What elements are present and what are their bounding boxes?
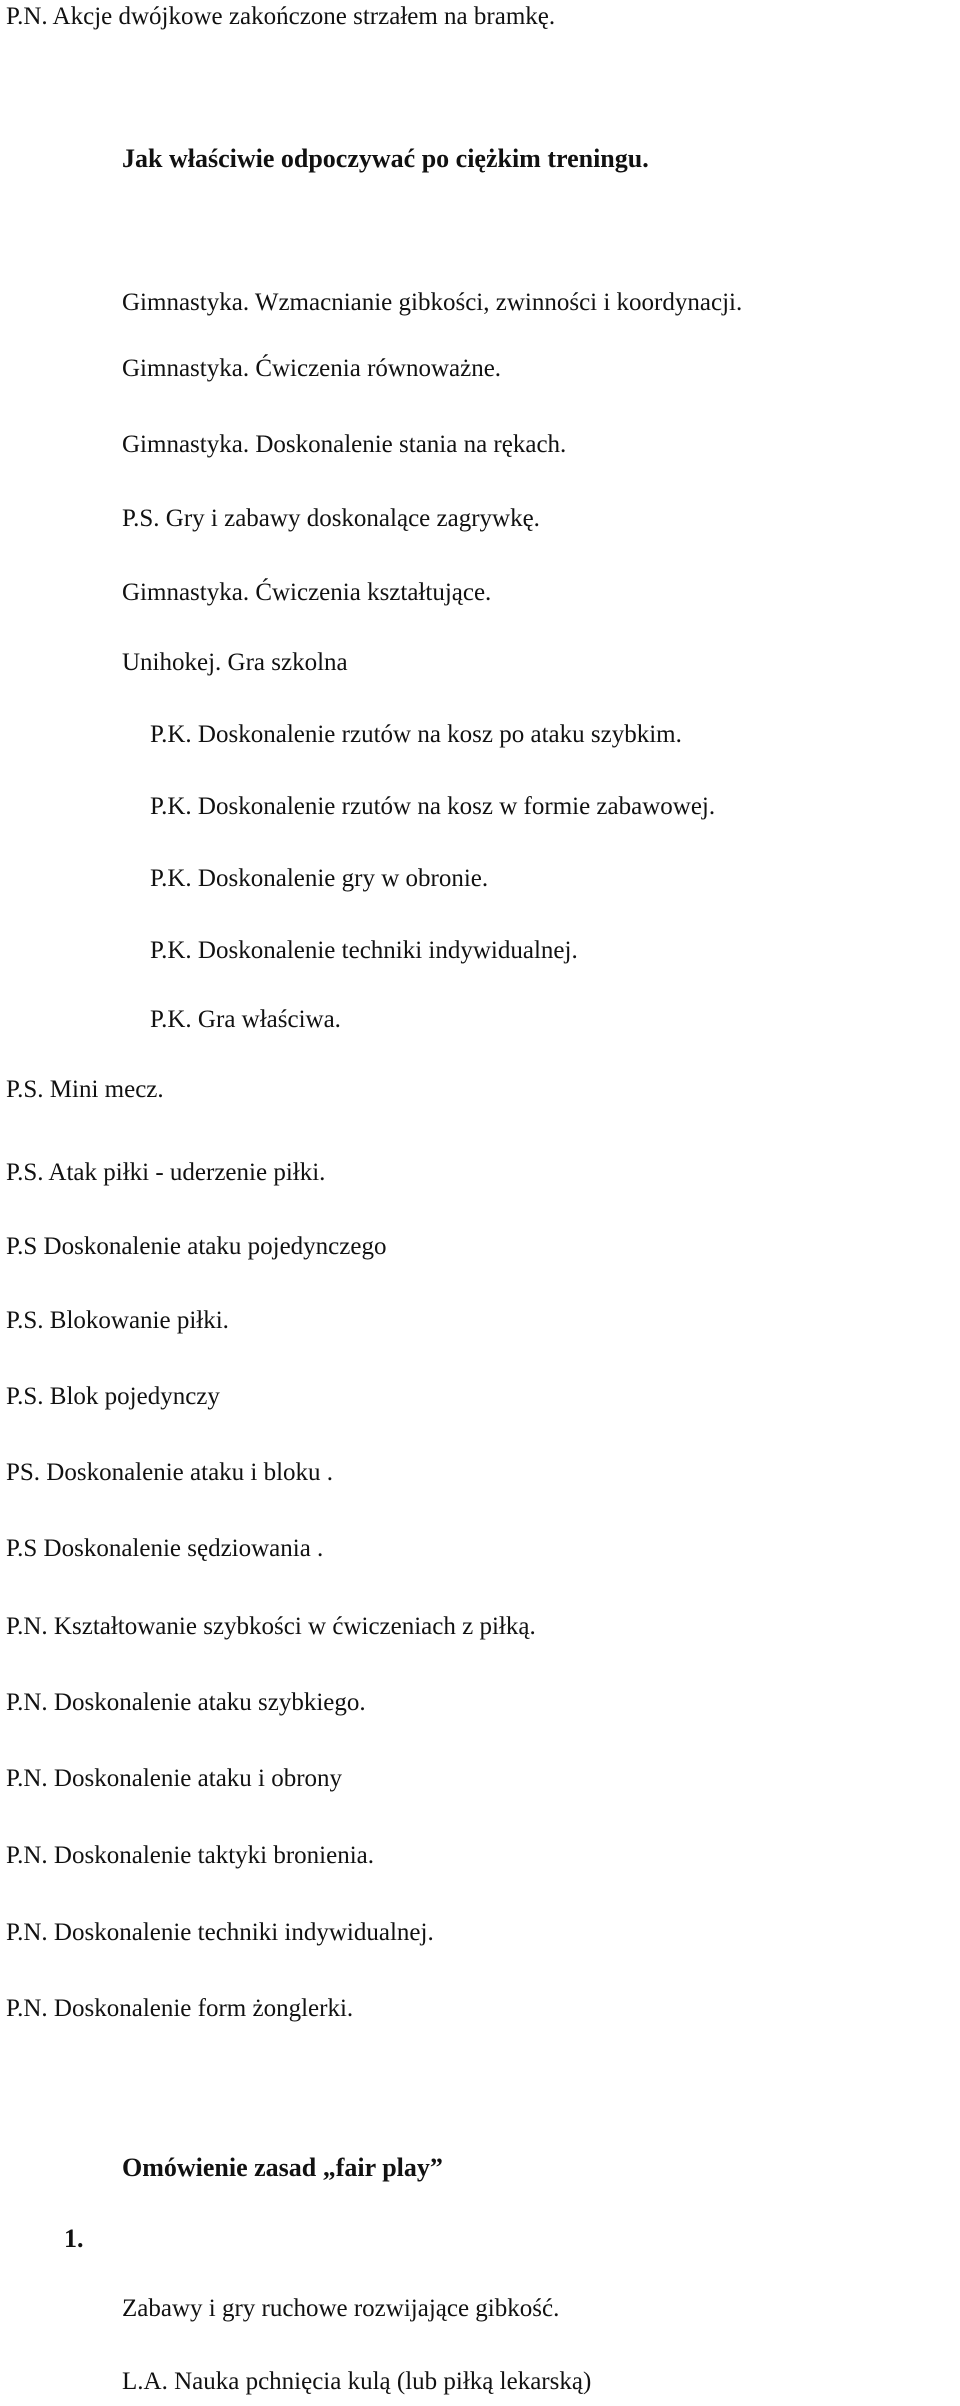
text-line: P.K. Gra właściwa. [150,1006,341,1033]
text-line: Gimnastyka. Wzmacnianie gibkości, zwinności i koordynacji. [122,289,743,316]
text-line: P.K. Doskonalenie techniki indywidualnej. [150,937,578,964]
text-line: P.S. Mini mecz. [6,1076,164,1103]
heading: Omówienie zasad „fair play” [122,2153,443,2182]
text-line: P.S Doskonalenie sędziowania . [6,1535,324,1562]
text-line: Unihokej. Gra szkolna [122,649,348,676]
text-line: PS. Doskonalenie ataku i bloku . [6,1459,334,1486]
text-line: P.S. Blokowanie piłki. [6,1307,229,1334]
text-line: P.N. Doskonalenie ataku szybkiego. [6,1689,366,1716]
text-line: L.A. Nauka pchnięcia kulą (lub piłką lekarską) [122,2368,592,2395]
text-line: P.N. Doskonalenie form żonglerki. [6,1995,354,2022]
text-line: P.K. Doskonalenie gry w obronie. [150,865,489,892]
text-line: P.S. Gry i zabawy doskonalące zagrywkę. [122,505,540,532]
text-line: Zabawy i gry ruchowe rozwijające gibkość. [122,2295,560,2322]
text-line: Gimnastyka. Doskonalenie stania na rękach. [122,431,567,458]
text-line: P.S. Blok pojedynczy [6,1383,220,1410]
heading: Jak właściwie odpoczywać po ciężkim treningu. [122,144,649,173]
text-line: P.N. Akcje dwójkowe zakończone strzałem na bramkę. [6,3,556,30]
text-line: P.S. Atak piłki - uderzenie piłki. [6,1159,326,1186]
text-line: P.K. Doskonalenie rzutów na kosz po ataku szybkim. [150,721,682,748]
text-line: P.N. Doskonalenie taktyki bronienia. [6,1842,374,1869]
list-number: 1. [64,2224,84,2253]
text-line: P.K. Doskonalenie rzutów na kosz w formie zabawowej. [150,793,716,820]
text-line: P.S Doskonalenie ataku pojedynczego [6,1233,387,1260]
text-line: P.N. Kształtowanie szybkości w ćwiczeniach z piłką. [6,1613,536,1640]
text-line: P.N. Doskonalenie techniki indywidualnej. [6,1919,434,1946]
text-line: Gimnastyka. Ćwiczenia kształtujące. [122,579,492,606]
text-line: Gimnastyka. Ćwiczenia równoważne. [122,355,502,382]
text-line: P.N. Doskonalenie ataku i obrony [6,1765,343,1792]
